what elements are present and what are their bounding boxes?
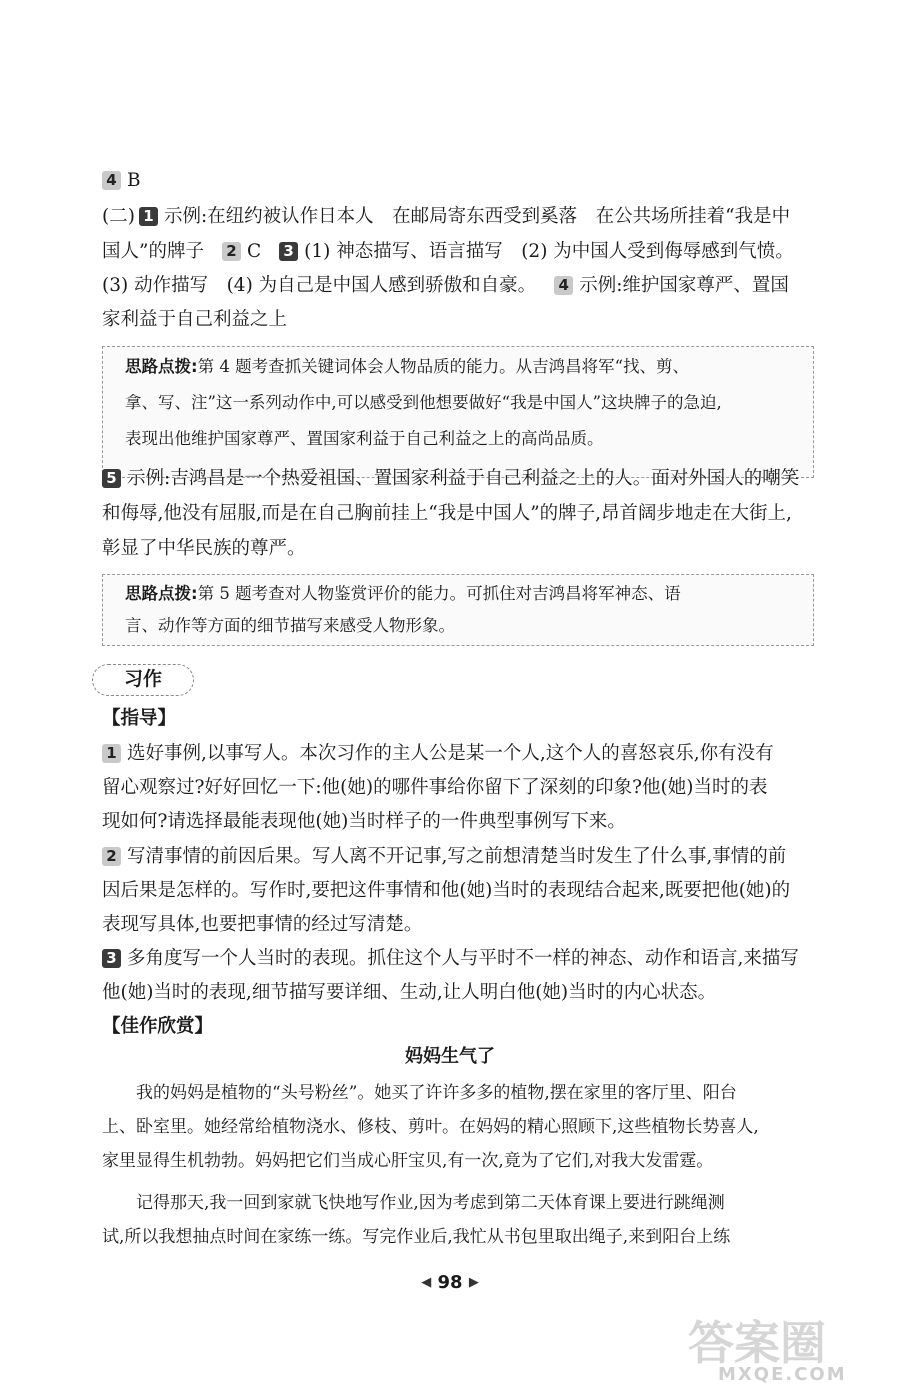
answer-text: (1) 神态描写、语言描写 (2) 为中国人受到侮辱感到气愤。: [304, 241, 794, 262]
hint-line: [125, 351, 805, 383]
question-number-badge: 3: [279, 242, 298, 261]
watermark-url: MXQE.COM: [718, 1364, 847, 1385]
answer-line: [102, 269, 822, 303]
answer-text: 国人”的牌子: [102, 241, 204, 262]
answer-line: 和侮辱,他没有屈服,而是在自己胸前挂上“我是中国人”的牌子,昂首阔步地走在大街上,: [102, 503, 792, 524]
hint-box: [102, 346, 814, 478]
answer-text: (3) 动作描写 (4) 为自己是中国人感到骄傲和自豪。: [102, 275, 537, 296]
guide-text: 写清事情的前因后果。写人离不开记事,写之前想清楚当时发生了什么事,事情的前: [127, 846, 787, 867]
hint-label: 思路点拨:: [125, 357, 198, 376]
answer-line: 彰显了中华民族的尊严。: [102, 538, 306, 559]
guide-number-badge: 1: [102, 744, 121, 763]
hint-box: [102, 574, 814, 646]
hint-label: 思路点拨:: [125, 584, 198, 603]
watermark-glyphs: 答案圈: [688, 1316, 826, 1370]
guide-line: 他(她)当时的表现,细节描写要详细、生动,让人明白他(她)当时的内心状态。: [102, 982, 717, 1003]
caret-left-icon: ◀: [421, 1275, 432, 1290]
guide-line: 现如何?请选择最能表现他(她)当时样子的一件典型事例写下来。: [102, 811, 626, 832]
hint-line: 表现出他维护国家尊严、置国家利益于自己利益之上的高尚品质。: [125, 429, 604, 448]
essay-line: 试,所以我想抽点时间在家练一练。写完作业后,我忙从书包里取出绳子,来到阳台上练: [102, 1227, 731, 1247]
part-label: (二): [102, 206, 135, 227]
question-number-badge: 4: [102, 171, 121, 190]
guide-text: 选好事例,以事写人。本次习作的主人公是某一个人,这个人的喜怒哀乐,你有没有: [127, 743, 774, 764]
watermark-logo: [688, 1318, 888, 1388]
guide-line: 表现写具体,也要把事情的经过写清楚。: [102, 914, 423, 935]
guide-line: 因后果是怎样的。写作时,要把这件事情和他(她)当时的表现结合起来,既要把他(她)的: [102, 880, 791, 901]
hint-line: 拿、写、注”这一系列动作中,可以感受到他想要做好“我是中国人”这块牌子的急迫,: [125, 393, 722, 412]
page-number-text: 98: [437, 1272, 463, 1293]
essay-title: 妈妈生气了: [405, 1046, 495, 1067]
page-number: [0, 1268, 900, 1298]
guide-number-badge: 2: [102, 847, 121, 866]
answer-text: 示例:维护国家尊严、置国: [579, 275, 789, 296]
answer-text: 示例:在纽约被认作日本人 在邮局寄东西受到奚落 在公共场所挂着“我是中: [163, 206, 791, 227]
answer-line: [102, 235, 822, 269]
answer-line-q5: [102, 462, 822, 496]
essay-line: 上、卧室里。她经常给植物浇水、修枝、剪叶。在妈妈的精心照顾下,这些植物长势喜人,: [102, 1117, 759, 1137]
guide-text: 多角度写一个人当时的表现。抓住这个人与平时不一样的神态、动作和语言,来描写: [127, 948, 799, 969]
essay-line: 家里显得生机勃勃。妈妈把它们当成心肝宝贝,有一次,竟为了它们,对我大发雷霆。: [102, 1151, 714, 1171]
answer-line: [102, 200, 822, 234]
answer-text: B: [127, 170, 141, 191]
hint-text: 第 4 题考查抓关键词体会人物品质的能力。从吉鸿昌将军“找、剪、: [197, 357, 690, 376]
section-tag-writing: 习作: [92, 664, 194, 696]
answer-text: C: [246, 241, 262, 262]
question-number-badge: 5: [102, 469, 121, 488]
guide-line: [102, 942, 822, 976]
guide-line: [102, 840, 822, 874]
guide-heading: 【指导】: [102, 708, 177, 729]
essay-line: 我的妈妈是植物的“头号粉丝”。她买了许许多多的植物,摆在家里的客厅里、阳台: [136, 1083, 737, 1103]
question-number-badge: 1: [139, 207, 158, 226]
hint-line: [125, 578, 805, 610]
hint-line: 言、动作等方面的细节描写来感受人物形象。: [125, 616, 455, 635]
caret-right-icon: ▶: [468, 1275, 479, 1290]
guide-number-badge: 3: [102, 949, 121, 968]
answer-text: 示例:吉鸿昌是一个热爱祖国、置国家利益于自己利益之上的人。面对外国人的嘲笑: [127, 468, 800, 489]
guide-line: [102, 737, 822, 771]
answer-text: 家利益于自己利益之上: [102, 309, 288, 330]
question-number-badge: 4: [554, 276, 573, 295]
appreciation-heading: 【佳作欣赏】: [102, 1016, 214, 1037]
answer-line-q4: [102, 164, 822, 198]
hint-text: 第 5 题考查对人物鉴赏评价的能力。可抓住对吉鸿昌将军神态、语: [197, 584, 681, 603]
answer-line: [102, 303, 822, 337]
guide-line: 留心观察过?好好回忆一下:他(她)的哪件事给你留下了深刻的印象?他(她)当时的表: [102, 777, 768, 798]
question-number-badge: 2: [222, 242, 241, 261]
essay-line: 记得那天,我一回到家就飞快地写作业,因为考虑到第二天体育课上要进行跳绳测: [136, 1193, 725, 1213]
